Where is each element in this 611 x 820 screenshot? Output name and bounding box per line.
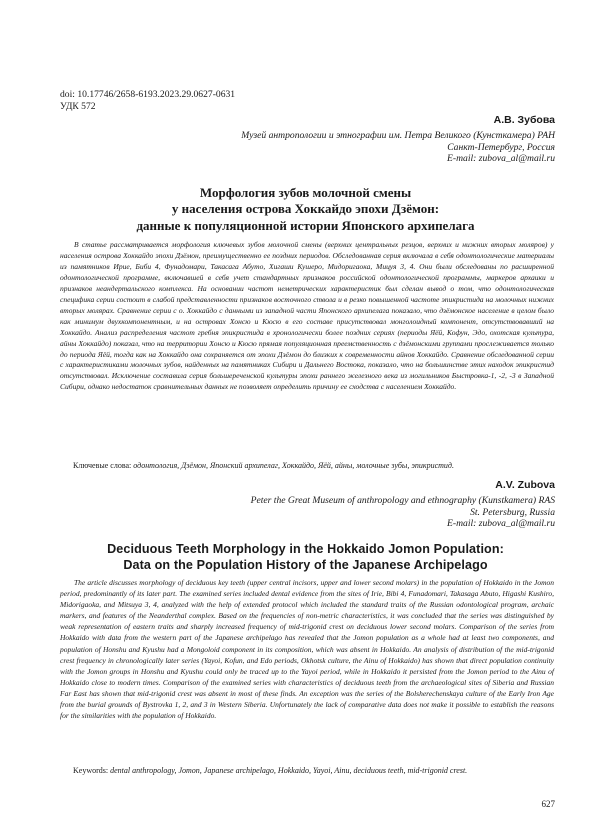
keywords-ru-label: Ключевые слова: — [73, 461, 134, 470]
author-block-ru — [241, 114, 555, 165]
abstract-en: The article discusses morphology of deciduous key teeth (upper central incisors, upper and lower second molars) in the population of Hokkaido in the Jomon period, predominantly of its later part. The examined series included dental evidence from the sites of Irie, Bibi 4, Funadomari, Takasaga Abuto, Higashi Kushiro, Midorigaoka, and Mitsuya 3, 4, analyzed with the help of extended protocol which included the standard traits of the Russian odontological program, archaic markers, and features of the Neanderthal complex. Based on the frequencies of non-metric characteristics, it was concluded that the series was distinguished by weak representation of eastern traits and sharply increased frequency of mid-trigonid crest on deciduous lower second molars. Comparison of the series from Hokkaido with data from the western part of the Japanese archipelago has revealed that the Jomon population as a whole had at least two components, and population of Honshu and Kyushu had a Mongoloid component in its composition, which was absent in Hokkaido. An analysis of distribution of the mid-trigonid crest frequency in chronologically later series (Yayoi, Kofun, and Edo periods, Okhotsk culture, the Ainu of Hokkaido) has shown that direct population continuity with the Jomon groups in Honshu and Kyushu could only be traced up to the Yayoi period, while in Hokkaido it persisted from the Jomon period to the Ainu of Hokkaido close to modern times. Comparison of the examined series with characteristics of deciduous teeth from the archaeological sites of Siberia and Russian Far East has shown that mid-trigonid crest was absent in most of these finds. An exception was the series of the Bolsherechenskaya culture of the Early Iron Age from the burial grounds of Bystrovka 1, 2, and 3 in Western Siberia. Unfortunately the lack of comparative data does not make it possible to establish the reasons for the similarities with the population of Hokkaido. — [60, 578, 554, 721]
affiliation-en: Peter the Great Museum of anthropology and ethnography (Kunstkamera) RAS — [250, 495, 555, 506]
doi-line: doi: 10.17746/2658-6193.2023.29.0627-0631 — [60, 89, 236, 100]
article-title-en — [56, 541, 555, 573]
email-ru: E-mail: zubova_al@mail.ru — [447, 153, 555, 165]
title-ru-line-2: у населения острова Хоккайдо эпохи Дзёмон: — [171, 201, 440, 217]
author-name-ru: А.В. Зубова — [493, 114, 555, 126]
email-en: E-mail: zubova_al@mail.ru — [447, 518, 555, 530]
keywords-en-text: dental anthropology, Jomon, Japanese archipelago, Hokkaido, Yayoi, Ainu, deciduous teeth, mid-trigonid crest. — [110, 766, 468, 775]
city-ru: Санкт-Петербург, Россия — [447, 141, 555, 153]
keywords-en-label: Keywords: — [73, 766, 111, 775]
title-en-line-1: Deciduous Teeth Morphology in the Hokkaido Jomon Population: — [107, 542, 504, 556]
keywords-en — [73, 766, 557, 777]
title-en-line-2: Data on the Population History of the Japanese Archipelago — [123, 558, 488, 572]
author-name-en: A.V. Zubova — [495, 479, 555, 491]
keywords-ru-text: одонтология, Дзёмон, Японский архипелаг, Хоккайдо, Яёй, айны, молочные зубы, эпикристид. — [133, 461, 454, 470]
title-ru-line-1: Морфология зубов молочной смены — [199, 185, 412, 200]
article-title-ru — [56, 185, 555, 234]
abstract-ru: В статье рассматривается морфология ключевых зубов молочной смены (верхних центральных резцов, верхних и нижних вторых моляров) у населения острова Хоккайдо эпохи Дзёмон, преимущественно ее поздних периодов. Обследованная серия включала в себя одонтологические материалы из памятников Ирие, Биби 4, Фунадомари, Такасага Абуто, Хигаши Кушеро, Мидоригаока, Мицуя 3, 4. Они были обследованы по расширенной одонтологической программе, включавшей в себя учет стандартных признаков российской одонтологической программы, маркеров архаики и признаков неандертальского комплекса. На основании частот неметрических характеристик был сделан вывод о том, что одонтологическая специфика серии состоит в слабой представленности признаков восточного ствола и в резко повышенной частоте эпикристида на молочных нижних вторых молярах. Сравнение серии с о. Хоккайдо с данными из западной части Японского архипелага показало, что дзёмонское население в целом было как минимум двухкомпонентным, и на островах Хонсю и Кюсю в его составе присутствовал монголоидный компонент, отсутствовавший на Хоккайдо. Анализ распределения частот гребня эпикристида в хронологически более поздних сериях (периоды Яёй, Кофун, Эдо, охотская культура, айны Хоккайдо) показал, что на территории Хонсю и Кюсю прямая популяционная преемственность с дзёмонскими группами прослеживается только до периода Яёй, тогда как на Хоккайдо она сохраняется от эпохи Дзёмон до близких к современности айнов Хоккайдо. Сравнение обследованной серии с характеристиками молочных зубов, найденных на памятниках Сибири и Дальнего Востока, показало, что на большинстве этих находок эпикристид отсутствовал. Исключение составила серия большереченской культуры эпохи раннего железного века из могильников Быстровка-1, -2, -3 в Западной Сибири, однако недостаток сравнительных данных не позволяет определить причину ее сходства с населением Хоккайдо. — [60, 240, 554, 392]
page-number: 627 — [541, 799, 555, 809]
author-block-en — [251, 479, 555, 530]
title-ru-line-3: данные к популяционной истории Японского архипелага — [136, 217, 475, 233]
city-en: St. Petersburg, Russia — [470, 506, 555, 518]
udk-line: УДК 572 — [60, 101, 96, 112]
affiliation-ru: Музей антропологии и этнографии им. Петра Великого (Кунсткамера) РАН — [241, 130, 555, 141]
keywords-ru — [73, 461, 557, 472]
